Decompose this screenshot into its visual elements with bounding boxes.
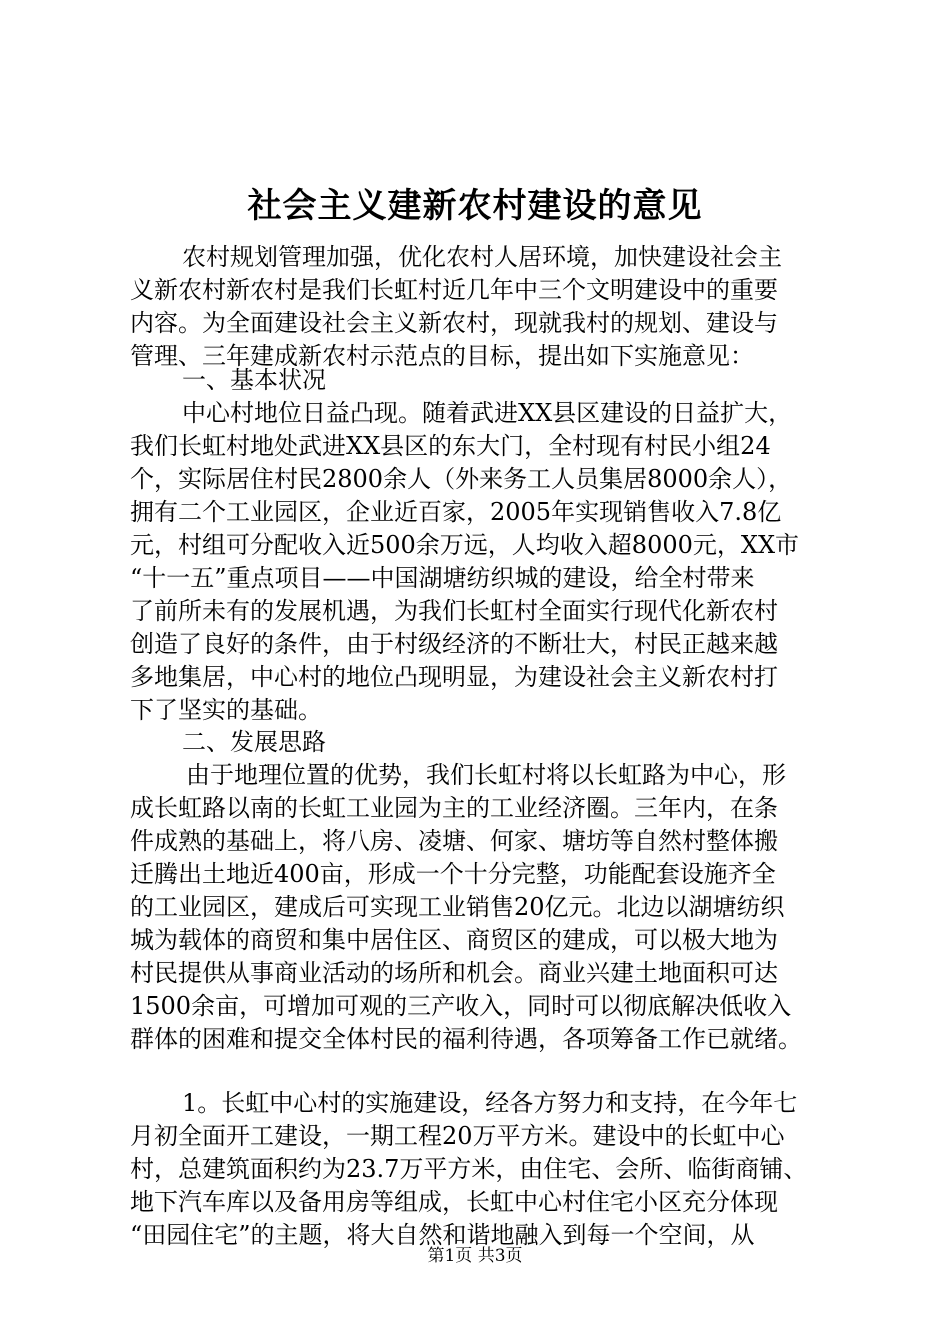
text-line — [0, 1019, 950, 1059]
text-line-content: 中心村地位日益凸现。随着武进XX县区建设的日益扩大， — [182, 399, 793, 427]
text-line-content: 管理、三年建成新农村示范点的目标，提出如下实施意见： — [130, 342, 754, 370]
text-line-content: 多地集居，中心村的地位凸现明显，为建设社会主义新农村打 — [130, 663, 778, 691]
text-line-content: 由于地理位置的优势，我们长虹村将以长虹路为中心，形 — [186, 761, 786, 789]
text-line-content: 义新农村新农村是我们长虹村近几年中三个文明建设中的重要 — [130, 276, 778, 304]
text-line-content: 件成熟的基础上，将八房、凌塘、何家、塘坊等自然村整体搬 — [130, 827, 778, 855]
text-line-content: 创造了良好的条件，由于村级经济的不断壮大，村民正越来越 — [130, 630, 778, 658]
text-line-content: 1。长虹中心村的实施建设，经各方努力和支持，在今年七 — [182, 1089, 798, 1117]
text-line-content: 下了坚实的基础。 — [130, 696, 322, 724]
text-line-content: 月初全面开工建设，一期工程20万平方米。建设中的长虹中心 — [130, 1122, 785, 1150]
text-line-content: 村民提供从事商业活动的场所和机会。商业兴建土地面积可达 — [130, 959, 778, 987]
section-heading-text: 二、发展思路 — [182, 728, 326, 756]
text-line-content: 拥有二个工业园区，企业近百家，2005年实现销售收入7.8亿 — [130, 498, 782, 526]
text-line-content: 农村规划管理加强，优化农村人居环境，加快建设社会主 — [182, 243, 782, 271]
section-heading-text: 一、基本状况 — [182, 366, 326, 394]
text-line-content: 内容。为全面建设社会主义新农村，现就我村的规划、建设与 — [130, 309, 778, 337]
page-footer: 第1页 共3页 — [427, 1246, 523, 1266]
text-line-content: 的工业园区，建成后可实现工业销售20亿元。北边以湖塘纺织 — [130, 893, 785, 921]
text-line-content: 元，村组可分配收入近500余万远，人均收入超8000元，XX市 — [130, 531, 800, 559]
text-line-content: “十一五”重点项目——中国湖塘纺织城的建设，给全村带来 — [130, 564, 755, 592]
text-line-content: 了前所未有的发展机遇，为我们长虹村全面实行现代化新农村 — [130, 597, 778, 625]
text-line-content: 我们长虹村地处武进XX县区的东大门，全村现有村民小组24 — [130, 432, 771, 460]
text-line-content: 村，总建筑面积约为23.7万平方米，由住宅、会所、临街商铺、 — [130, 1155, 808, 1183]
text-line-content: 迁腾出土地近400亩，形成一个十分完整，功能配套设施齐全 — [130, 860, 776, 888]
document-title: 社会主义建新农村建设的意见 — [247, 186, 703, 226]
text-line-content: 群体的困难和提交全体村民的福利待遇，各项筹备工作已就绪。 — [130, 1025, 802, 1053]
text-line-content: 个，实际居住村民2800余人（外来务工人员集居8000余人）， — [130, 465, 793, 493]
text-line-content: 城为载体的商贸和集中居住区、商贸区的建成，可以极大地为 — [130, 926, 778, 954]
text-line-content: “田园住宅”的主题，将大自然和谐地融入到每一个空间，从 — [130, 1221, 755, 1249]
text-line-content: 地下汽车库以及备用房等组成，长虹中心村住宅小区充分体现 — [130, 1188, 778, 1216]
text-line-content: 1500余亩，可增加可观的三产收入，同时可以彻底解决低收入 — [130, 992, 792, 1020]
text-line-content: 成长虹路以南的长虹工业园为主的工业经济圈。三年内，在条 — [130, 794, 778, 822]
